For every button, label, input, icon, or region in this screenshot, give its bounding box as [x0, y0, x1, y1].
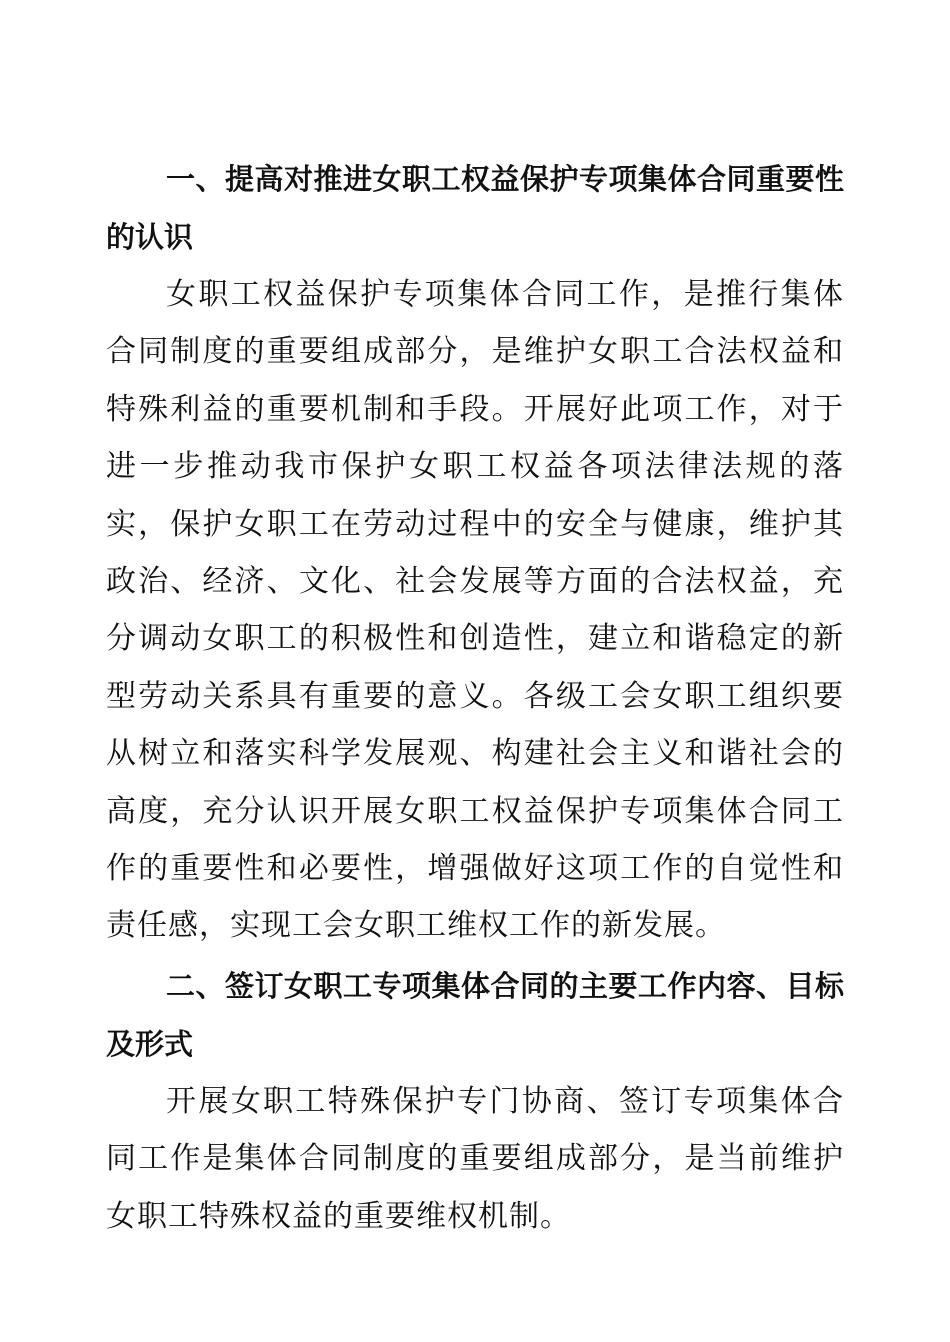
- section-2-paragraph: 开展女职工特殊保护专门协商、签订专项集体合同工作是集体合同制度的重要组成部分，是当前维护女职工特殊权益的重要维权机制。: [106, 1083, 844, 1234]
- section-1-paragraph: 女职工权益保护专项集体合同工作，是推行集体合同制度的重要组成部分，是维护女职工合法权益和特殊利益的重要机制和手段。开展好此项工作，对于进一步推动我市保护女职工权益各项法律法规的落实，保护女职工在劳动过程中的安全与健康，维护其政治、经济、文化、社会发展等方面的合法权益，充分调动女职工的积极性和创造性，建立和谐稳定的新型劳动关系具有重要的意义。各级工会女职工组织要从树立和落实科学发展观、构建社会主义和谐社会的高度，充分认识开展女职工权益保护专项集体合同工作的重要性和必要性，增强做好这项工作的自觉性和责任感，实现工会女职工维权工作的新发展。: [106, 277, 844, 944]
- section-1-heading: 一、提高对推进女职工权益保护专项集体合同重要性的认识: [106, 162, 844, 254]
- section-2-heading: 二、签订女职工专项集体合同的主要工作内容、目标及形式: [106, 968, 844, 1061]
- document-page: [106, 150, 844, 1245]
